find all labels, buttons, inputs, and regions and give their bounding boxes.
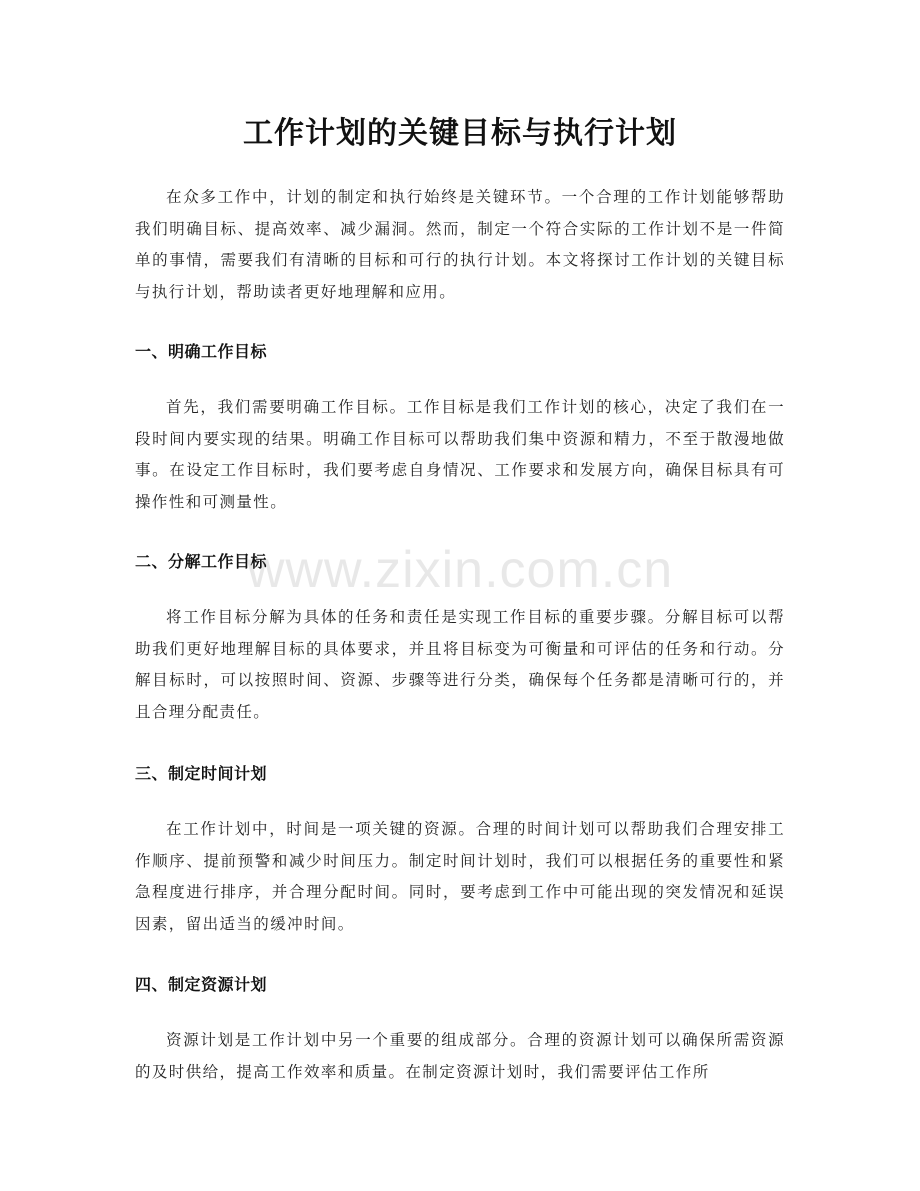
intro-paragraph: 在众多工作中，计划的制定和执行始终是关键环节。一个合理的工作计划能够帮助我们明确目标、提高效率、减少漏洞。然而，制定一个符合实际的工作计划不是一件简单的事情，需要我们有清晰的目标和可行的执行计划。本文将探讨工作计划的关键目标与执行计划，帮助读者更好地理解和应用。 [135, 188, 785, 301]
section-heading-4: 四、制定资源计划 [135, 975, 268, 994]
section-body-3: 在工作计划中，时间是一项关键的资源。合理的时间计划可以帮助我们合理安排工作顺序、提前预警和减少时间压力。制定时间计划时，我们可以根据任务的重要性和紧急程度进行排序，并合理分配时间。同时，要考虑到工作中可能出现的突发情况和延误因素，留出适当的缓冲时间。 [135, 820, 785, 933]
section-heading-2: 二、分解工作目标 [135, 552, 268, 571]
section-body-1: 首先，我们需要明确工作目标。工作目标是我们工作计划的核心，决定了我们在一段时间内要实现的结果。明确工作目标可以帮助我们集中资源和精力，不至于散漫地做事。在设定工作目标时，我们要考虑自身情况、工作要求和发展方向，确保目标具有可操作性和可测量性。 [135, 398, 785, 511]
watermark: www.zixin.com.cn [246, 541, 674, 599]
document-body [135, 182, 785, 1088]
document-title: 工作计划的关键目标与执行计划 [243, 116, 677, 151]
section-heading-1: 一、明确工作目标 [135, 342, 268, 361]
section-body-4: 资源计划是工作计划中另一个重要的组成部分。合理的资源计划可以确保所需资源的及时供给，提高工作效率和质量。在制定资源计划时，我们需要评估工作所 [135, 1031, 785, 1081]
section-heading-3: 三、制定时间计划 [135, 764, 268, 783]
section-body-2: 将工作目标分解为具体的任务和责任是实现工作目标的重要步骤。分解目标可以帮助我们更好地理解目标的具体要求，并且将目标变为可衡量和可评估的任务和行动。分解目标时，可以按照时间、资源、步骤等进行分类，确保每个任务都是清晰可行的，并且合理分配责任。 [135, 608, 785, 721]
